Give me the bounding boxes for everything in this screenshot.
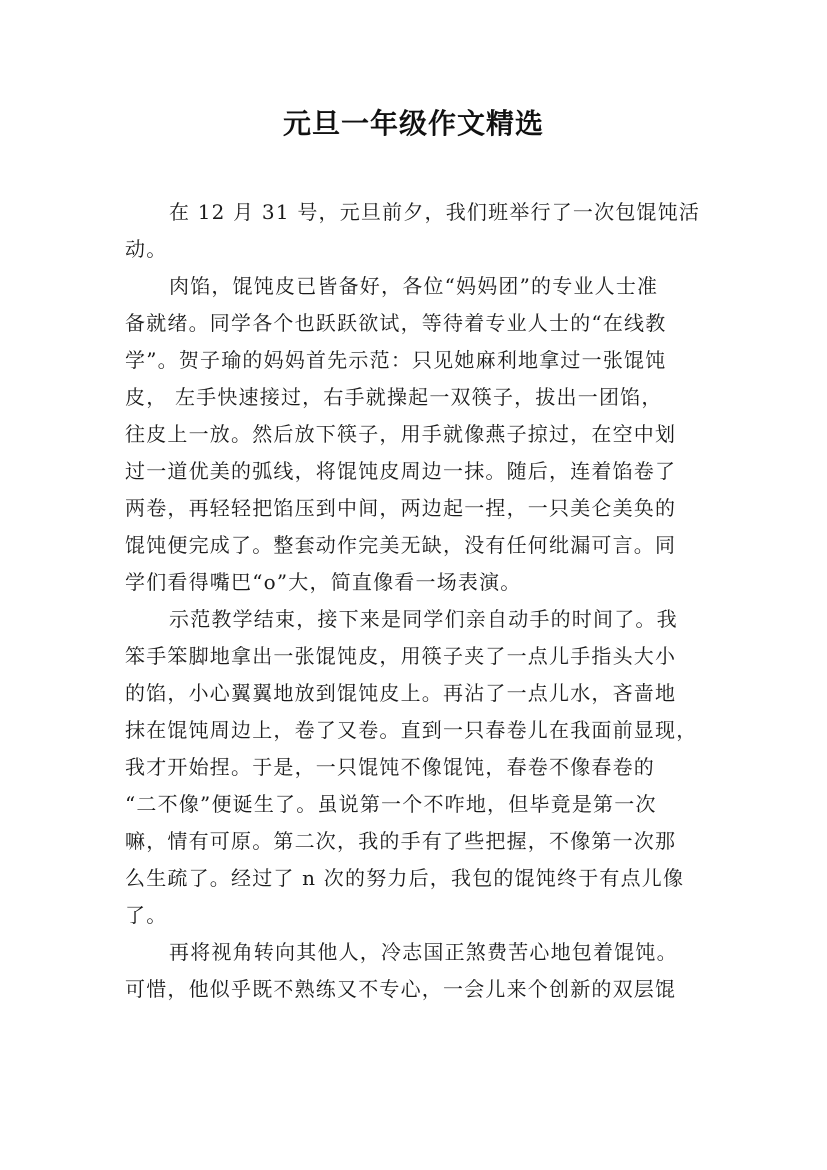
text-line: 往皮上一放。然后放下筷子，用手就像燕子掠过，在空中划 (125, 422, 677, 446)
text-line: 动。 (125, 237, 168, 261)
text-line: 了。 (125, 903, 168, 927)
text-line: 示范教学结束，接下来是同学们亲自动手的时间了。我 (169, 607, 678, 631)
essay-body (125, 194, 709, 1008)
text-line: 在 12 月 31 号，元旦前夕，我们班举行了一次包馄饨活 (169, 200, 701, 224)
text-line: 再将视角转向其他人，冷志国正煞费苦心地包着馄饨。 (169, 940, 678, 964)
text-line: 皮， 左手快速接过，右手就操起一双筷子，拔出一团馅， (125, 385, 663, 409)
text-line: 么生疏了。经过了 n 次的努力后，我包的馄饨终于有点儿像 (125, 866, 685, 890)
text-line: “二不像”便诞生了。虽说第一个不咋地，但毕竟是第一次 (125, 792, 657, 816)
text-line: 学们看得嘴巴“o”大，简直像看一场表演。 (125, 570, 522, 594)
text-line: 嘛，情有可原。第二次，我的手有了些把握，不像第一次那 (125, 829, 677, 853)
text-line: 过一道优美的弧线，将馄饨皮周边一抹。随后，连着馅卷了 (125, 459, 677, 483)
text-line: 的馅，小心翼翼地放到馄饨皮上。再沾了一点儿水，吝啬地 (125, 681, 677, 705)
text-line: 学”。贺子瑜的妈妈首先示范：只见她麻利地拿过一张馄饨 (125, 348, 667, 372)
document-title: 元旦一年级作文精选 (282, 107, 544, 140)
text-line: 可惜，他似乎既不熟练又不专心，一会儿来个创新的双层馄 (125, 977, 677, 1001)
paragraph-4 (125, 934, 709, 1008)
paragraph-1 (125, 194, 709, 268)
paragraph-2 (125, 268, 709, 601)
text-line: 我才开始捏。于是，一只馄饨不像馄饨，春卷不像春卷的 (125, 755, 655, 779)
paragraph-3 (125, 601, 709, 934)
text-line: 笨手笨脚地拿出一张馄饨皮，用筷子夹了一点儿手指头大小 (125, 644, 677, 668)
text-line: 馄饨便完成了。整套动作完美无缺，没有任何纰漏可言。同 (125, 533, 677, 557)
text-line: 抹在馄饨周边上，卷了又卷。直到一只春卷儿在我面前显现， (125, 718, 698, 742)
text-line: 肉馅，馄饨皮已皆备好，各位“妈妈团”的专业人士准 (169, 274, 659, 298)
text-line: 两卷，再轻轻把馅压到中间，两边起一捏，一只美仑美奂的 (125, 496, 677, 520)
text-line: 备就绪。同学各个也跃跃欲试，等待着专业人士的“在线教 (125, 311, 667, 335)
